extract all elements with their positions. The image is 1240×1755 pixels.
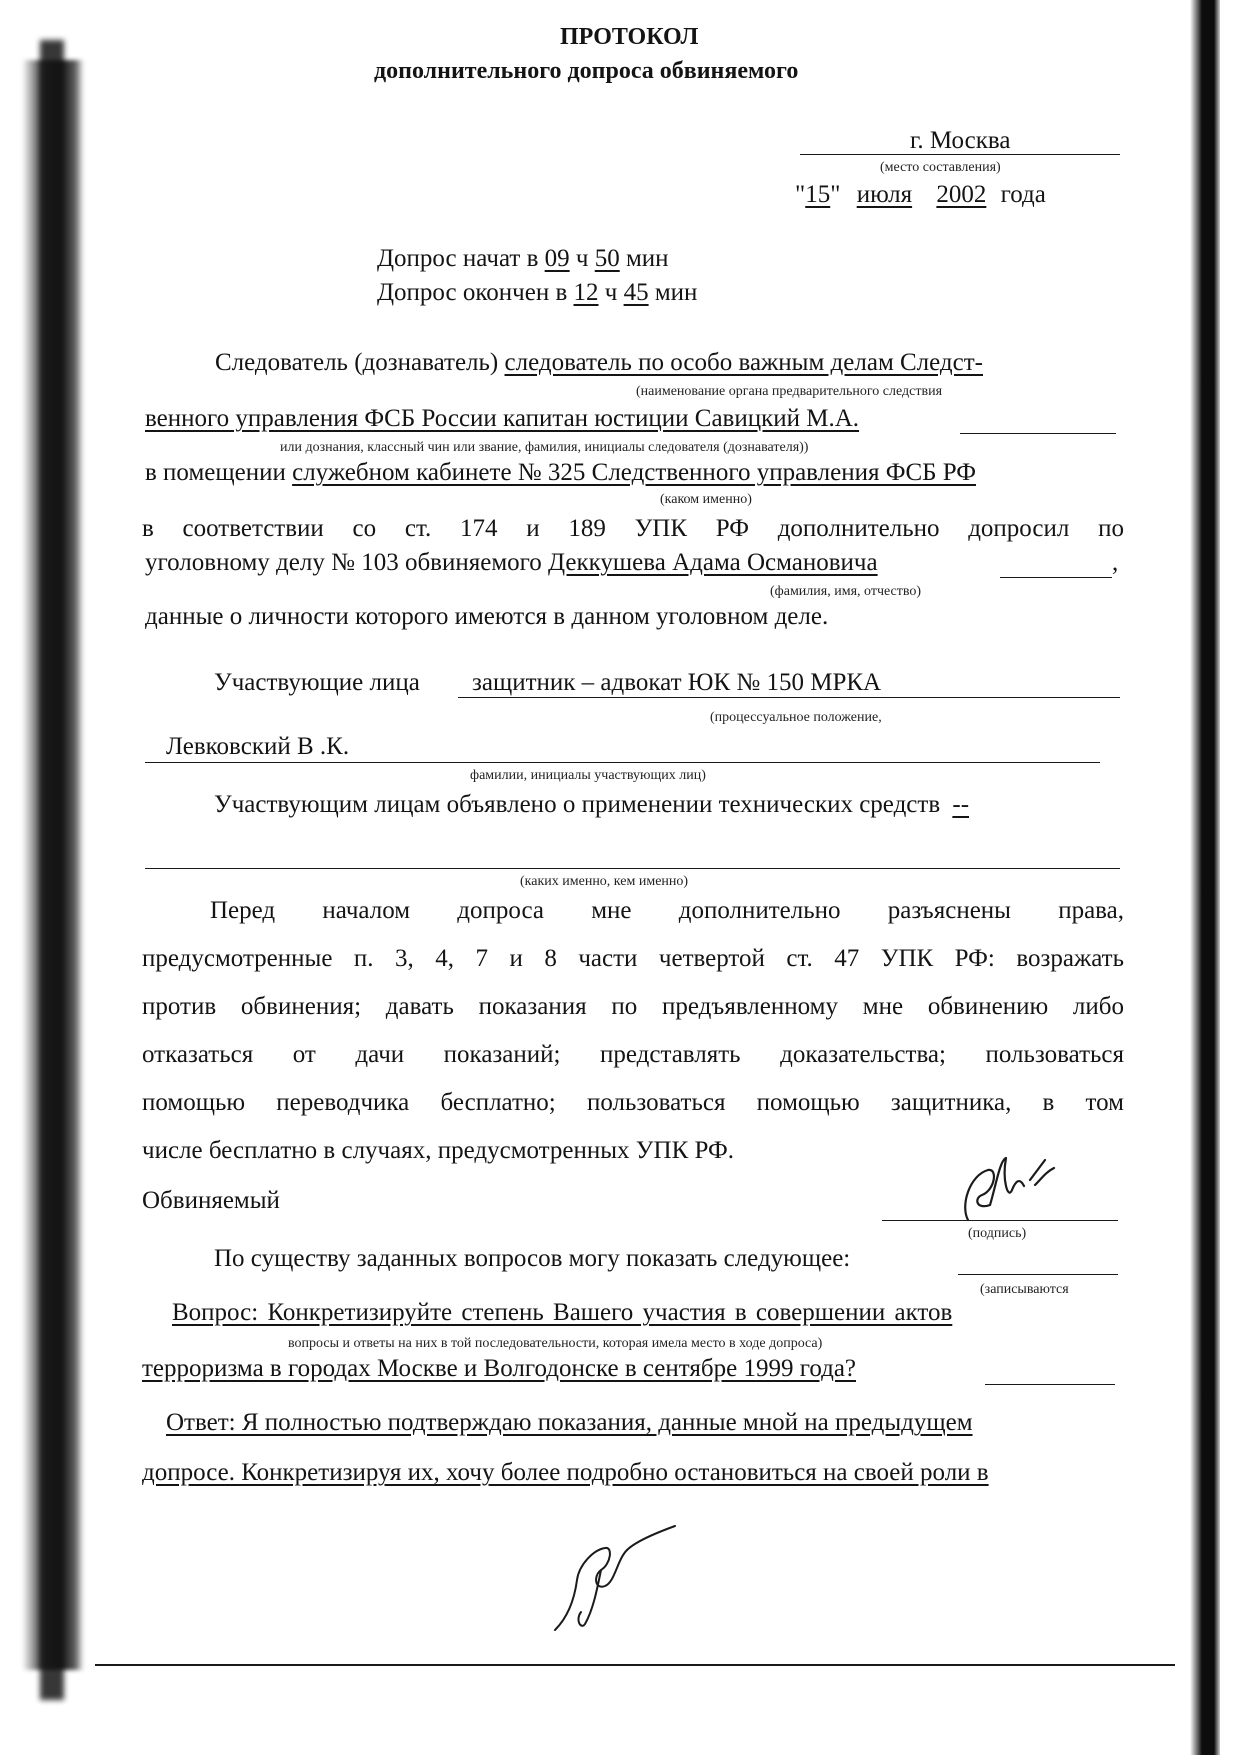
answer-line-2: допросе. Конкретизируя их, хочу более подробно остановиться на своей роли в [142, 1459, 989, 1486]
scan-shadow-left-core [40, 40, 64, 1700]
rights-line-1: Перед началом допроса мне дополнительно разъяснены права, [210, 897, 1124, 924]
accused-caption: (фамилия, имя, отчество) [770, 584, 922, 599]
accused-signature-mark [950, 1150, 1060, 1230]
investigator-line-2-underline [960, 433, 1116, 434]
room-caption: (каком именно) [660, 492, 752, 507]
date-suffix: года [1000, 181, 1046, 208]
date-year: 2002 [936, 181, 987, 208]
rights-line-4: отказаться от дачи показаний; представлять доказательства; пользоваться [142, 1041, 1124, 1068]
accused-name: Деккушева Адама Османовича [548, 549, 878, 576]
rights-line-3: против обвинения; давать показания по предъявленному мне обвинению либо [142, 993, 1124, 1020]
testimony-caption-2: вопросы и ответы на них в той последовательности, которая имела место в ходе допроса) [288, 1336, 823, 1351]
testimony-intro: По существу заданных вопросов могу показать следующее: [214, 1245, 851, 1272]
investigator-caption-2: или дознания, классный чин или звание, фамилия, инициалы следователя (дознавателя)) [280, 440, 809, 455]
accused-underline-ext [1000, 577, 1112, 578]
place-caption: (место составления) [880, 160, 1001, 175]
investigator-line-1: Следователь (дознаватель) следователь по особо важным делам Следст- [215, 349, 983, 376]
participants-underline [458, 697, 1120, 698]
answer-line-1: Ответ: Я полностью подтверждаю показания, данные мной на предыдущем [166, 1409, 973, 1436]
participants-caption-2: фамилии, инициалы участвующих лиц) [470, 768, 706, 783]
question-line-2-underline-ext [985, 1384, 1115, 1385]
page-bottom-rule [95, 1664, 1175, 1666]
participant-name-underline [145, 762, 1100, 763]
investigator-caption-1: (наименование органа предварительного следствия [636, 384, 943, 399]
tech-underline [145, 868, 1120, 869]
place-value: г. Москва [910, 127, 1011, 154]
basis-line-2: уголовному делу № 103 обвиняемого Деккушева Адама Османовича [145, 549, 878, 576]
question-line-1: Вопрос: Конкретизируйте степень Вашего участия в совершении актов [172, 1299, 953, 1326]
testimony-intro-underline [958, 1274, 1118, 1275]
date-line: "15" июля 2002 года [795, 181, 1046, 208]
page-signature-mark [535, 1520, 685, 1640]
accused-comma: , [1112, 549, 1119, 576]
question-line-2: терроризма в городах Москве и Волгодонске в сентябре 1999 года? [142, 1355, 857, 1382]
document-title: ПРОТОКОЛ [560, 24, 699, 50]
participant-name: Левковский В .К. [166, 733, 350, 760]
room-line: в помещении служебном кабинете № 325 Следственного управления ФСБ РФ [145, 459, 976, 486]
time-end: Допрос окончен в 12 ч 45 мин [377, 279, 698, 306]
scan-shadow-right [1190, 0, 1220, 1755]
basis-line-1: в соответствии со ст. 174 и 189 УПК РФ дополнительно допросил по [142, 515, 1124, 542]
document-subtitle: дополнительного допроса обвиняемого [374, 58, 799, 84]
testimony-caption-1: (записываются [980, 1282, 1069, 1297]
time-start: Допрос начат в 09 ч 50 мин [377, 245, 669, 272]
date-day: 15 [805, 181, 831, 208]
rights-line-2: предусмотренные п. 3, 4, 7 и 8 части четвертой ст. 47 УПК РФ: возражать [142, 945, 1124, 972]
tech-line: Участвующим лицам объявлено о применении технических средств -- [214, 790, 975, 820]
participants-line: Участвующие лица [214, 669, 420, 696]
accused-sign-caption: (подпись) [968, 1226, 1027, 1241]
accused-sign-label: Обвиняемый [142, 1187, 280, 1214]
tech-caption: (каких именно, кем именно) [520, 874, 689, 889]
tech-value: -- [952, 791, 970, 818]
rights-line-6: числе бесплатно в случаях, предусмотренных УПК РФ. [142, 1137, 734, 1164]
participants-caption-1: (процессуальное положение, [710, 710, 882, 725]
rights-line-5: помощью переводчика бесплатно; пользоваться помощью защитника, в том [142, 1089, 1124, 1116]
investigator-line-2: венного управления ФСБ России капитан юстиции Савицкий М.А. [145, 405, 860, 432]
date-month: июля [856, 181, 913, 208]
participants-value: защитник – адвокат ЮК № 150 МРКА [472, 669, 882, 696]
basis-line-3: данные о личности которого имеются в данном уголовном деле. [145, 603, 829, 630]
